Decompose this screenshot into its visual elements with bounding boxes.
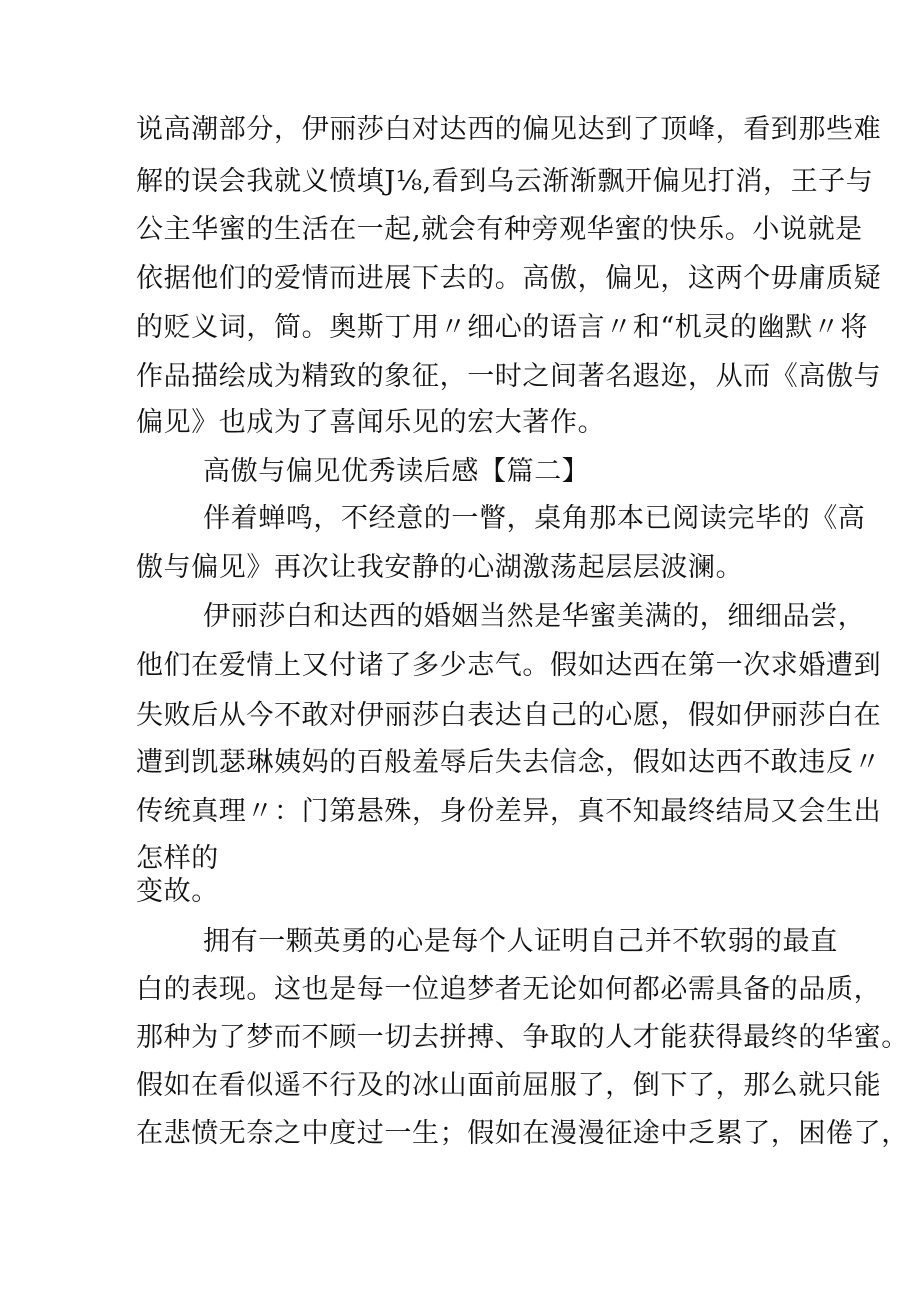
text-line: 偏见》也成为了喜闻乐见的宏大著作。	[136, 407, 606, 438]
text-line: 他们在爱情上又付诸了多少志气。假如达西在第一次求婚遭到	[136, 650, 882, 681]
text-line: 假如在看似遥不行及的冰山面前屈服了，倒下了，那么就只能	[136, 1070, 882, 1101]
text-line: 作品描绘成为精致的象征，一时之间著名遐迩，从而《高傲与	[136, 361, 882, 392]
text-line: 变故。	[136, 876, 219, 907]
section-heading: 高傲与偏见优秀读后感【篇二】	[203, 456, 590, 487]
text-line: 解的误会我就义愤填J⅛,看到乌云渐渐飘开偏见打消，王子与	[136, 166, 874, 197]
text-line: 遭到凯瑟琳姨妈的百般羞辱后失去信念，假如达西不敢违反〃	[136, 747, 882, 778]
text-line: 那种为了梦而不顾一切去拼搏、争取的人才能获得最终的华蜜。	[136, 1022, 909, 1053]
paragraph-start-line: 伊丽莎白和达西的婚姻当然是华蜜美满的，细细品尝，	[203, 601, 866, 632]
text-line: 依据他们的爱情而进展下去的。高傲，偏见，这两个毋庸质疑	[136, 263, 882, 294]
text-line: 在悲愤无奈之中度过一生；假如在漫漫征途中乏累了，困倦了，	[136, 1118, 909, 1149]
text-line: 怎样的	[136, 843, 219, 874]
text-line: 说高潮部分，伊丽莎白对达西的偏见达到了顶峰，看到那些难	[136, 114, 882, 145]
paragraph-start-line: 拥有一颗英勇的心是每个人证明自己并不软弱的最直	[203, 926, 838, 957]
text-line: 的贬义词，简。奥斯丁用〃细心的语言〃和“机灵的幽默〃将	[136, 312, 869, 343]
text-line: 公主华蜜的生活在一起,就会有种旁观华蜜的快乐。小说就是	[136, 214, 863, 245]
text-line: 失败后从今不敢对伊丽莎白表达自己的心愿，假如伊丽莎白在	[136, 700, 882, 731]
text-line: 白的表现。这也是每一位追梦者无论如何都必需具备的品质，	[136, 974, 882, 1005]
text-line: 傲与偏见》再次让我安静的心湖激荡起层层波澜。	[136, 552, 744, 583]
text-line: 传统真理〃：门第悬殊，身份差异，真不知最终结局又会生出	[136, 796, 882, 827]
paragraph-start-line: 伴着蝉鸣，不经意的一瞥，桌角那本已阅读完毕的《高	[203, 503, 866, 534]
